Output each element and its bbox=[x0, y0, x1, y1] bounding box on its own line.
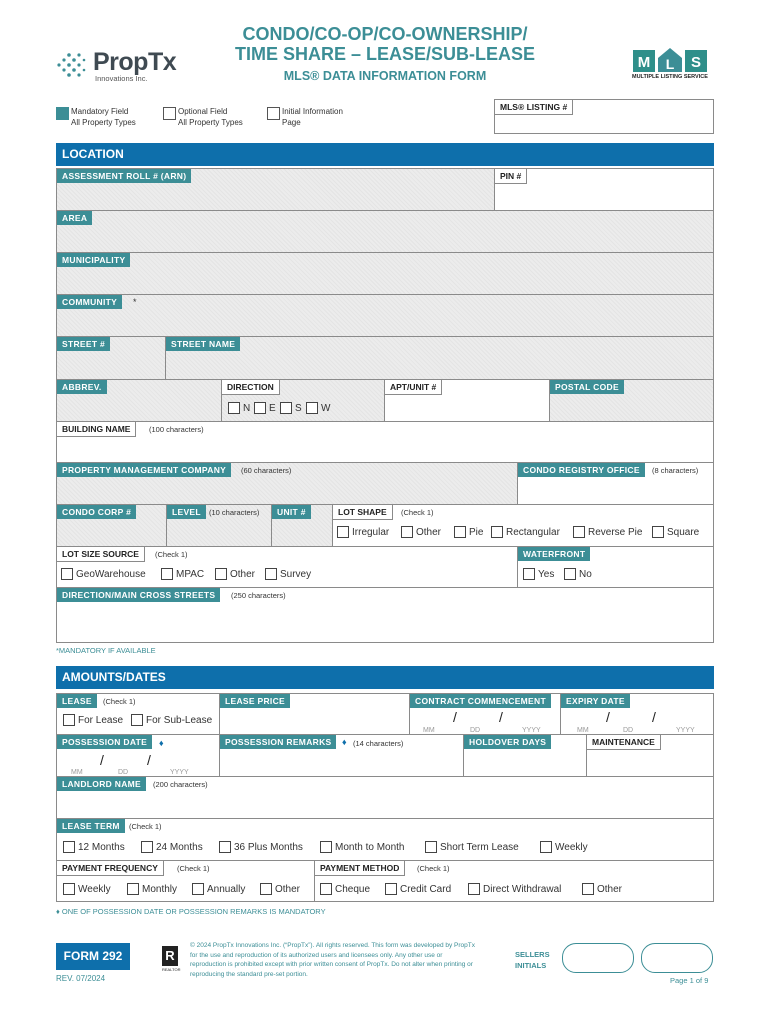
option-label: Short Term Lease bbox=[440, 841, 519, 853]
waterfront-field bbox=[517, 546, 714, 588]
option-label: 12 Months bbox=[78, 841, 125, 853]
checkbox[interactable] bbox=[141, 841, 153, 853]
option-label: Other bbox=[275, 883, 301, 895]
cross-streets-label: DIRECTION/MAIN CROSS STREETS bbox=[57, 588, 220, 602]
option-label: Rectangular bbox=[506, 526, 560, 538]
lot-shape-note: (Check 1) bbox=[401, 508, 434, 517]
abbrev-label: ABBREV. bbox=[57, 380, 107, 394]
mls-logo-icon bbox=[632, 46, 712, 74]
sellers-initials-label: SELLERS INITIALS bbox=[515, 950, 550, 970]
lot-size-geowarehouse[interactable] bbox=[61, 568, 146, 580]
proptx-dots-icon bbox=[55, 50, 87, 80]
waterfront-no[interactable] bbox=[564, 568, 592, 580]
checkbox[interactable] bbox=[228, 402, 240, 414]
option-label: For Lease bbox=[78, 714, 124, 726]
checkbox[interactable] bbox=[320, 841, 332, 853]
payment-method-credit-card[interactable] bbox=[385, 883, 451, 895]
date-slash: / bbox=[100, 752, 104, 768]
option-label: Irregular bbox=[352, 526, 390, 538]
checkbox[interactable] bbox=[337, 526, 349, 538]
seller-initial-box-1[interactable] bbox=[562, 943, 634, 973]
pin-field[interactable] bbox=[494, 168, 714, 211]
legend-optional-sub: All Property Types bbox=[178, 118, 243, 127]
checkbox[interactable] bbox=[540, 841, 552, 853]
building-name-field[interactable] bbox=[56, 421, 714, 463]
maintenance-field[interactable] bbox=[586, 734, 714, 777]
payment-frequency-field bbox=[56, 860, 315, 902]
payment-method-direct-withdrawal[interactable] bbox=[468, 883, 561, 895]
lease-price-label: LEASE PRICE bbox=[220, 694, 290, 708]
option-label: MPAC bbox=[176, 568, 205, 580]
location-footnote: *MANDATORY IF AVAILABLE bbox=[56, 646, 156, 655]
page-number: Page 1 of 9 bbox=[670, 976, 709, 985]
optional-swatch bbox=[163, 107, 176, 120]
possession-mark: ♦ bbox=[159, 738, 164, 748]
option-label: For Sub-Lease bbox=[146, 714, 213, 726]
checkbox[interactable] bbox=[582, 883, 594, 895]
form-title-line3: MLS® DATA INFORMATION FORM bbox=[283, 69, 487, 83]
community-label: COMMUNITY bbox=[57, 295, 122, 309]
building-name-note: (100 characters) bbox=[149, 425, 204, 434]
lot-shape-field bbox=[332, 504, 714, 547]
possession-date-field[interactable] bbox=[56, 734, 220, 777]
option-label: Weekly bbox=[555, 841, 588, 853]
lot-shape-square[interactable] bbox=[652, 526, 699, 538]
checkbox[interactable] bbox=[523, 568, 535, 580]
realtor-logo bbox=[162, 946, 180, 974]
lease-for-lease[interactable] bbox=[63, 714, 123, 726]
area-field[interactable] bbox=[56, 210, 714, 253]
lease-term-12[interactable] bbox=[63, 841, 125, 853]
checkbox[interactable] bbox=[491, 526, 503, 538]
expiry-date-label: EXPIRY DATE bbox=[561, 694, 630, 708]
condo-registry-label: CONDO REGISTRY OFFICE bbox=[518, 463, 645, 477]
option-label: Other bbox=[597, 883, 623, 895]
revision-date: REV. 07/2024 bbox=[56, 974, 106, 983]
lot-shape-reverse-pie[interactable] bbox=[573, 526, 642, 538]
payment-frequency-other[interactable] bbox=[260, 883, 300, 895]
arn-label: ASSESSMENT ROLL # (ARN) bbox=[57, 169, 191, 183]
date-yyyy: YYYY bbox=[522, 727, 541, 734]
lease-term-label: LEASE TERM bbox=[57, 819, 125, 833]
condo-corp-field[interactable] bbox=[56, 504, 167, 547]
lot-shape-label: LOT SHAPE bbox=[333, 505, 393, 520]
building-name-label: BUILDING NAME bbox=[57, 422, 136, 437]
dir-e[interactable] bbox=[254, 402, 276, 414]
possession-date-label: POSSESSION DATE bbox=[57, 735, 152, 749]
date-slash: / bbox=[652, 709, 656, 725]
option-label: Annually bbox=[207, 883, 246, 895]
checkbox[interactable] bbox=[280, 402, 292, 414]
lot-shape-other[interactable] bbox=[401, 526, 441, 538]
level-note: (10 characters) bbox=[209, 508, 260, 517]
option-label: Survey bbox=[280, 568, 312, 580]
payment-method-field bbox=[314, 860, 714, 902]
legend-initial-label: Initial Information bbox=[282, 107, 343, 116]
checkbox[interactable] bbox=[454, 526, 466, 538]
form-title-line2: TIME SHARE – LEASE/SUB-LEASE bbox=[234, 44, 536, 64]
dir-w[interactable] bbox=[306, 402, 330, 414]
arn-field[interactable] bbox=[56, 168, 495, 211]
checkbox[interactable] bbox=[306, 402, 318, 414]
mls-listing-field[interactable] bbox=[494, 99, 714, 134]
lot-shape-rectangular[interactable] bbox=[491, 526, 560, 538]
svg-text:M: M bbox=[637, 54, 651, 71]
amounts-footnote: ♦ ONE OF POSSESSION DATE OR POSSESSION REMARKS IS MANDATORY bbox=[56, 907, 326, 916]
lease-note: (Check 1) bbox=[103, 697, 136, 706]
level-field[interactable] bbox=[166, 504, 272, 547]
option-label: S bbox=[295, 402, 302, 414]
checkbox[interactable] bbox=[127, 883, 139, 895]
payment-frequency-weekly[interactable] bbox=[63, 883, 111, 895]
landlord-name-field[interactable] bbox=[56, 776, 714, 819]
option-label: W bbox=[321, 402, 331, 414]
maintenance-label: MAINTENANCE bbox=[587, 735, 661, 750]
brand-sub: Innovations Inc. bbox=[95, 74, 148, 83]
direction-field bbox=[221, 379, 385, 422]
community-mark: * bbox=[133, 297, 137, 307]
lot-size-mpac[interactable] bbox=[161, 568, 204, 580]
apt-unit-label: APT/UNIT # bbox=[385, 380, 442, 395]
cross-streets-note: (250 characters) bbox=[231, 591, 286, 600]
municipality-field[interactable] bbox=[56, 252, 714, 295]
landlord-name-note: (200 characters) bbox=[153, 780, 208, 789]
community-field[interactable] bbox=[56, 294, 714, 337]
date-mm: MM bbox=[71, 769, 83, 776]
brand-name: PropTx bbox=[93, 48, 177, 76]
date-mm: MM bbox=[423, 727, 435, 734]
payment-frequency-note: (Check 1) bbox=[177, 864, 210, 873]
form-number: FORM 292 bbox=[56, 943, 130, 970]
landlord-name-label: LANDLORD NAME bbox=[57, 777, 146, 791]
lot-size-other[interactable] bbox=[215, 568, 255, 580]
date-slash: / bbox=[499, 709, 503, 725]
condo-registry-note: (8 characters) bbox=[652, 466, 699, 475]
option-label: Reverse Pie bbox=[588, 526, 643, 538]
payment-frequency-monthly[interactable] bbox=[127, 883, 177, 895]
lease-for-sub-lease[interactable] bbox=[131, 714, 212, 726]
checkbox[interactable] bbox=[385, 883, 397, 895]
date-dd: DD bbox=[623, 727, 634, 734]
option-label: Monthly bbox=[142, 883, 178, 895]
option-label: Other bbox=[416, 526, 442, 538]
lot-size-source-field bbox=[56, 546, 518, 588]
apt-unit-field[interactable] bbox=[384, 379, 550, 422]
checkbox[interactable] bbox=[131, 714, 143, 726]
initial-swatch bbox=[267, 107, 280, 120]
lease-term-note: (Check 1) bbox=[129, 822, 162, 831]
date-dd: DD bbox=[470, 727, 481, 734]
payment-method-cheque[interactable] bbox=[320, 883, 370, 895]
option-label: Other bbox=[230, 568, 256, 580]
street-number-label: STREET # bbox=[57, 337, 110, 351]
payment-frequency-label: PAYMENT FREQUENCY bbox=[57, 861, 164, 876]
option-label: GeoWarehouse bbox=[76, 568, 146, 580]
direction-label: DIRECTION bbox=[222, 380, 280, 395]
option-label: 36 Plus Months bbox=[234, 841, 303, 853]
condo-corp-label: CONDO CORP # bbox=[57, 505, 136, 519]
location-heading: LOCATION bbox=[56, 143, 714, 166]
payment-method-other[interactable] bbox=[582, 883, 622, 895]
street-name-field[interactable] bbox=[165, 336, 714, 380]
possession-remarks-note: (14 characters) bbox=[353, 739, 404, 748]
date-mm: MM bbox=[577, 727, 589, 734]
amounts-heading: AMOUNTS/DATES bbox=[56, 666, 714, 689]
lease-field bbox=[56, 693, 220, 735]
realtor-icon: R bbox=[162, 946, 178, 966]
waterfront-label: WATERFRONT bbox=[518, 547, 590, 561]
lease-term-24[interactable] bbox=[141, 841, 203, 853]
proptx-logo bbox=[55, 48, 195, 84]
mls-logo bbox=[632, 46, 712, 82]
svg-text:S: S bbox=[690, 54, 702, 71]
legend-mandatory-sub: All Property Types bbox=[71, 118, 136, 127]
lot-shape-pie[interactable] bbox=[454, 526, 483, 538]
mandatory-swatch bbox=[56, 107, 69, 120]
option-label: Pie bbox=[469, 526, 484, 538]
checkbox[interactable] bbox=[265, 568, 277, 580]
postal-code-field[interactable] bbox=[549, 379, 714, 422]
option-label: Cheque bbox=[335, 883, 371, 895]
payment-method-note: (Check 1) bbox=[417, 864, 450, 873]
option-label: N bbox=[243, 402, 251, 414]
lease-term-36-plus[interactable] bbox=[219, 841, 303, 853]
svg-text:L: L bbox=[665, 56, 675, 72]
area-label: AREA bbox=[57, 211, 92, 225]
checkbox[interactable] bbox=[63, 714, 75, 726]
street-number-field[interactable] bbox=[56, 336, 166, 380]
level-label: LEVEL bbox=[167, 505, 206, 519]
checkbox[interactable] bbox=[63, 841, 75, 853]
checkbox[interactable] bbox=[192, 883, 204, 895]
possession-remarks-field[interactable] bbox=[219, 734, 464, 777]
lot-size-note: (Check 1) bbox=[155, 550, 188, 559]
seller-initial-box-2[interactable] bbox=[641, 943, 713, 973]
date-slash: / bbox=[606, 709, 610, 725]
lot-size-source-label: LOT SIZE SOURCE bbox=[57, 547, 145, 562]
contract-commencement-label: CONTRACT COMMENCEMENT bbox=[410, 694, 551, 708]
municipality-label: MUNICIPALITY bbox=[57, 253, 130, 267]
unit-number-field[interactable] bbox=[271, 504, 333, 547]
payment-method-label: PAYMENT METHOD bbox=[315, 861, 405, 876]
abbrev-field[interactable] bbox=[56, 379, 222, 422]
option-label: E bbox=[269, 402, 276, 414]
option-label: Weekly bbox=[78, 883, 111, 895]
checkbox[interactable] bbox=[61, 568, 73, 580]
holdover-days-label: HOLDOVER DAYS bbox=[464, 735, 551, 749]
property-management-label: PROPERTY MANAGEMENT COMPANY bbox=[57, 463, 231, 477]
waterfront-yes[interactable] bbox=[523, 568, 554, 580]
checkbox[interactable] bbox=[63, 883, 75, 895]
checkbox[interactable] bbox=[254, 402, 266, 414]
checkbox[interactable] bbox=[564, 568, 576, 580]
checkbox[interactable] bbox=[215, 568, 227, 580]
lease-term-weekly[interactable] bbox=[540, 841, 588, 853]
legend-optional-label: Optional Field bbox=[178, 107, 228, 116]
lot-size-survey[interactable] bbox=[265, 568, 311, 580]
condo-registry-field[interactable] bbox=[517, 462, 714, 505]
street-name-label: STREET NAME bbox=[166, 337, 240, 351]
checkbox[interactable] bbox=[652, 526, 664, 538]
holdover-days-field[interactable] bbox=[463, 734, 587, 777]
cross-streets-field[interactable] bbox=[56, 587, 714, 643]
pin-label: PIN # bbox=[495, 169, 527, 184]
lease-price-field[interactable] bbox=[219, 693, 410, 735]
lease-term-month-to-month[interactable] bbox=[320, 841, 404, 853]
option-label: Square bbox=[667, 526, 700, 538]
mls-listing-label: MLS® LISTING # bbox=[495, 100, 573, 115]
option-label: 24 Months bbox=[156, 841, 203, 853]
date-yyyy: YYYY bbox=[676, 727, 695, 734]
payment-frequency-annually[interactable] bbox=[192, 883, 245, 895]
checkbox[interactable] bbox=[468, 883, 480, 895]
option-label: Month to Month bbox=[335, 841, 405, 853]
property-management-field[interactable] bbox=[56, 462, 518, 505]
option-label: Credit Card bbox=[400, 883, 452, 895]
date-dd: DD bbox=[118, 769, 129, 776]
checkbox[interactable] bbox=[401, 526, 413, 538]
lot-shape-irregular[interactable] bbox=[337, 526, 389, 538]
dir-n[interactable] bbox=[228, 402, 250, 414]
legend-mandatory-label: Mandatory Field bbox=[71, 107, 129, 116]
date-slash: / bbox=[453, 709, 457, 725]
legend-initial-sub: Page bbox=[282, 118, 301, 127]
postal-code-label: POSTAL CODE bbox=[550, 380, 624, 394]
contract-commencement-field[interactable] bbox=[409, 693, 561, 735]
form-title-line1: CONDO/CO-OP/CO-OWNERSHIP/ bbox=[242, 24, 528, 44]
date-yyyy: YYYY bbox=[170, 769, 189, 776]
expiry-date-field[interactable] bbox=[560, 693, 714, 735]
lease-label: LEASE bbox=[57, 694, 97, 708]
lease-term-short-term[interactable] bbox=[425, 841, 519, 853]
lease-term-field bbox=[56, 818, 714, 861]
checkbox[interactable] bbox=[161, 568, 173, 580]
unit-number-label: UNIT # bbox=[272, 505, 311, 519]
checkbox[interactable] bbox=[573, 526, 585, 538]
checkbox[interactable] bbox=[320, 883, 332, 895]
property-management-note: (60 characters) bbox=[241, 466, 292, 475]
option-label: Direct Withdrawal bbox=[483, 883, 562, 895]
date-slash: / bbox=[147, 752, 151, 768]
possession-remarks-mark: ♦ bbox=[342, 737, 347, 747]
mls-logo-caption: MULTIPLE LISTING SERVICE bbox=[632, 74, 708, 80]
copyright-notice: © 2024 PropTx Innovations Inc. (“PropTx”). All rights reserved. This form was developed by PropTx for the use and reproduction of its authorized users and licensees only. Any other use or reproduction is prohibited except with prior written consent of PropTx. Do not alter when printing or reproducing the standard pre-set portion. bbox=[190, 942, 476, 978]
dir-s[interactable] bbox=[280, 402, 302, 414]
option-label: Yes bbox=[538, 568, 555, 580]
option-label: No bbox=[579, 568, 592, 580]
realtor-caption: REALTOR bbox=[162, 967, 181, 972]
checkbox[interactable] bbox=[425, 841, 437, 853]
checkbox[interactable] bbox=[219, 841, 231, 853]
checkbox[interactable] bbox=[260, 883, 272, 895]
possession-remarks-label: POSSESSION REMARKS bbox=[220, 735, 336, 749]
